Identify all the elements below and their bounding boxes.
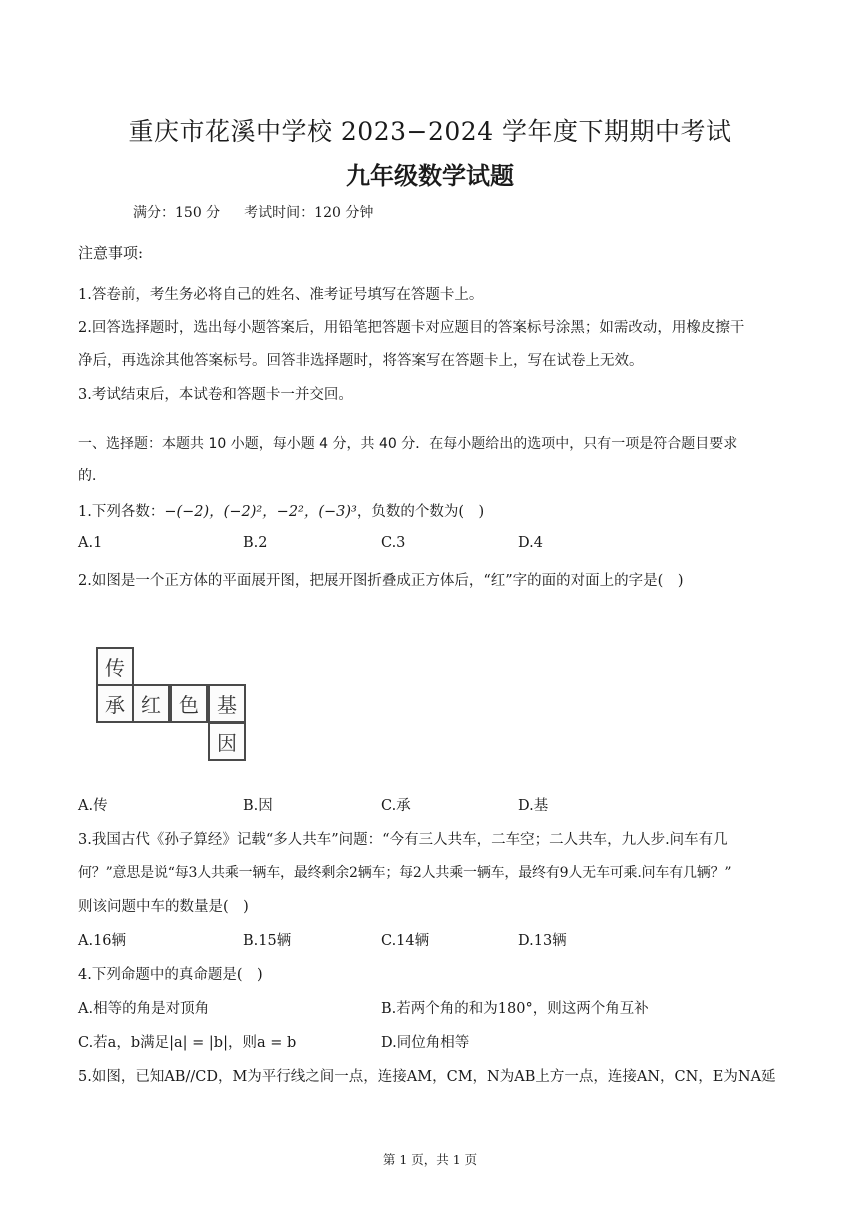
cube-net-figure [94,644,254,768]
q2-option-a: A.传 [78,798,108,814]
section-1-line-2: 的． [78,468,106,484]
question-3-line-1: 3.我国古代《孙子算经》记载“多人共车”问题：“今有三人共车，二车空；二人共车，九人步.问车有几 [78,832,728,848]
question-3-line-2: 何？”意思是说“每3人共乘一辆车，最终剩余2辆车；每2人共乘一辆车，最终有9人无车可乘.问车有几辆？” [78,865,732,881]
q3-option-c: C.14辆 [381,933,430,949]
q1-option-c: C.3 [381,535,406,551]
q4-option-a: A.相等的角是对顶角 [78,1001,210,1017]
q4-option-b: B.若两个角的和为180°，则这两个角互补 [381,1001,649,1017]
net-cell-2: 红 [132,684,170,723]
question-2-stem: 2.如图是一个正方体的平面展开图，把展开图折叠成正方体后，“红”字的面的对面上的字是( ) [78,573,684,589]
q1-option-d: D.4 [518,535,543,551]
exam-time: 考试时间：120 分钟 [244,205,374,221]
q1-option-b: B.2 [243,535,268,551]
section-1-line-1: 一、选择题：本题共 10 小题，每小题 4 分，共 40 分．在每小题给出的选项中，只有一项是符合题目要求 [78,436,738,452]
question-1-prefix: 1.下列各数： [78,504,165,520]
net-cell-bottom: 因 [208,722,246,761]
note-item-2-line-1: 2.回答选择题时，选出每小题答案后，用铅笔把答题卡对应题目的答案标号涂黑；如需改动，用橡皮擦干 [78,320,745,336]
q1-option-a: A.1 [78,535,103,551]
notes-heading: 注意事项: [78,244,144,262]
net-cell-top: 传 [96,647,134,686]
q4-option-d: D.同位角相等 [381,1035,470,1051]
q3-option-b: B.15辆 [243,933,292,949]
exam-meta [133,202,373,222]
note-item-3: 3.考试结束后，本试卷和答题卡一并交回。 [78,387,353,403]
q4-option-c: C.若a，b满足|a| = |b|，则a = b [78,1035,297,1051]
note-item-2-line-2: 净后，再选涂其他答案标号。回答非选择题时，将答案写在答题卡上，写在试卷上无效。 [78,353,644,369]
page-subtitle: 九年级数学试题 [346,161,514,190]
note-item-1: 1.答卷前，考生务必将自己的姓名、准考证号填写在答题卡上。 [78,287,484,303]
q2-option-c: C.承 [381,798,411,814]
net-cell-1: 承 [96,684,134,723]
q3-option-d: D.13辆 [518,933,567,949]
question-1-expression: −(−2)，(−2)²，−2²，(−3)³ [164,504,357,520]
net-cell-3: 色 [170,684,208,723]
question-4-stem: 4.下列命题中的真命题是( ) [78,967,263,983]
full-score: 满分：150 分 [133,205,221,221]
q3-option-a: A.16辆 [78,933,127,949]
net-cell-4: 基 [208,684,246,723]
question-1-stem [78,500,484,521]
question-3-line-3: 则该问题中车的数量是( ) [78,899,249,915]
q2-option-b: B.因 [243,798,273,814]
page-footer: 第 1 页，共 1 页 [382,1152,478,1167]
page-title: 重庆市花溪中学校 2023−2024 学年度下期期中考试 [128,117,732,146]
question-5-line-1: 5.如图，已知AB//CD，M为平行线之间一点，连接AM，CM，N为AB上方一点，连接AN，CN，E为NA延 [78,1069,776,1085]
question-1-suffix: ，负数的个数为( ) [356,504,485,520]
q2-option-d: D.基 [518,798,549,814]
